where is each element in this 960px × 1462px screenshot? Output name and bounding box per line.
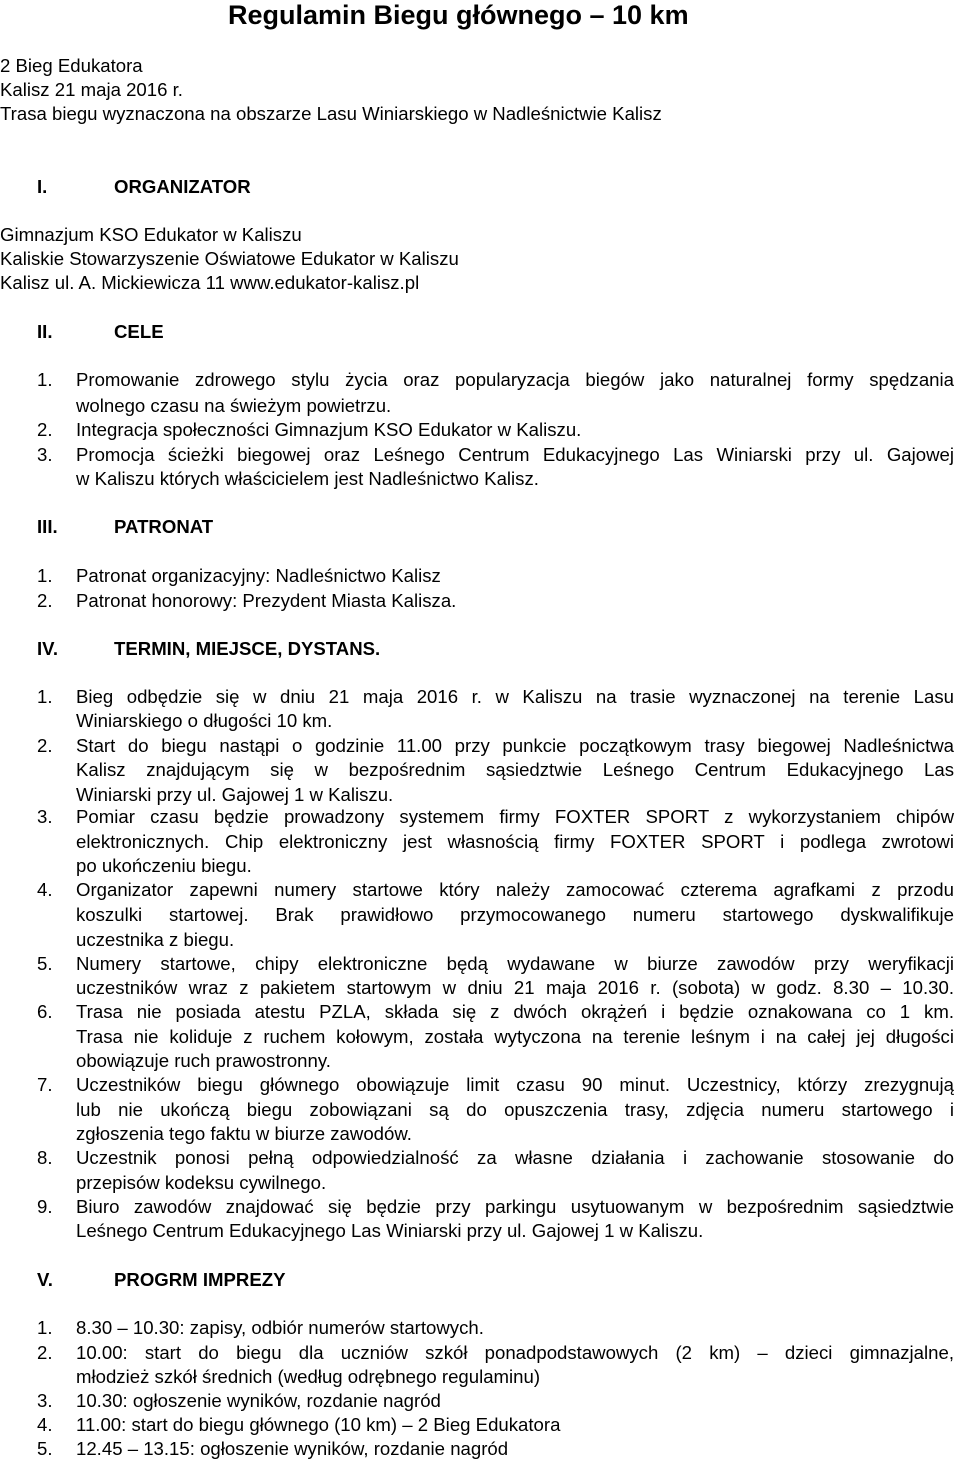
organizer-line: Kaliskie Stowarzyszenie Oświatowe Edukator w Kaliszu — [0, 248, 459, 269]
list-item-line: w Kaliszu których właścicielem jest Nadleśnictwo Kalisz. — [76, 468, 539, 489]
list-item-line: elektronicznych. Chip elektroniczny jest własnością firmy FOXTER SPORT i podlega zwrotowi — [76, 831, 954, 852]
header-line: Trasa biegu wyznaczona na obszarze Lasu Winiarskiego w Nadleśnictwie Kalisz — [0, 103, 662, 124]
organizer-line: Kalisz ul. A. Mickiewicza 11 www.edukator-kalisz.pl — [0, 272, 420, 293]
list-item-line: Biuro zawodów znajdować się będzie przy parkingu usytuowanym w bezpośrednim sąsiedztwie — [76, 1196, 954, 1217]
list-item-line: uczestników wraz z pakietem startowym w dniu 21 maja 2016 r. (sobota) w godz. 8.30 – 10.30. — [76, 977, 954, 998]
list-item-line: Promocja ścieżki biegowej oraz Leśnego Centrum Edukacyjnego Las Winiarski przy ul. Gajowej — [76, 444, 954, 465]
section-number: III. — [37, 516, 58, 537]
list-item-line: Integracja społeczności Gimnazjum KSO Edukator w Kaliszu. — [76, 419, 582, 440]
list-item-line: Kalisz znajdującym się w bezpośrednim sąsiedztwie Leśnego Centrum Edukacyjnego Las — [76, 759, 954, 780]
list-item-line: Promowanie zdrowego stylu życia oraz popularyzacja biegów jako naturalnej formy spędzania — [76, 369, 954, 390]
list-item-line: Numery startowe, chipy elektroniczne będą wydawane w biurze zawodów przy weryfikacji — [76, 953, 954, 974]
section-heading: ORGANIZATOR — [114, 176, 251, 197]
list-item-line: Trasa nie koliduje z ruchem kołowym, została wytyczona na terenie leśnym i na całej jej długości — [76, 1026, 954, 1047]
list-item-line: Leśnego Centrum Edukacyjnego Las Winiarski przy ul. Gajowej 1 w Kaliszu. — [76, 1220, 704, 1241]
list-number: 3. — [37, 444, 53, 465]
list-item-line: młodzież szkół średnich (według odrębnego regulaminu) — [76, 1366, 541, 1387]
list-item-line: po ukończeniu biegu. — [76, 855, 252, 876]
list-number: 3. — [37, 1390, 53, 1411]
list-number: 1. — [37, 565, 53, 586]
list-item-line: 8.30 – 10.30: zapisy, odbiór numerów startowych. — [76, 1317, 484, 1338]
section-number: I. — [37, 176, 48, 197]
list-number: 7. — [37, 1074, 53, 1095]
header-line: 2 Bieg Edukatora — [0, 55, 143, 76]
section-number: IV. — [37, 638, 59, 659]
section-heading: PROGRM IMPREZY — [114, 1269, 286, 1290]
list-item-line: zgłoszenia tego faktu w biurze zawodów. — [76, 1123, 412, 1144]
list-item-line: uczestnika z biegu. — [76, 929, 235, 950]
section-number: II. — [37, 321, 53, 342]
list-number: 4. — [37, 879, 53, 900]
list-number: 1. — [37, 1317, 53, 1338]
list-item-line: Trasa nie posiada atestu PZLA, składa się z dwóch okrążeń i będzie oznakowana co 1 km. — [76, 1001, 954, 1022]
section-heading: TERMIN, MIEJSCE, DYSTANS. — [114, 638, 381, 659]
list-number: 2. — [37, 419, 53, 440]
list-item-line: obowiązuje ruch prawostronny. — [76, 1050, 331, 1071]
list-number: 5. — [37, 953, 53, 974]
list-item-line: 12.45 – 13.15: ogłoszenie wyników, rozdanie nagród — [76, 1438, 509, 1459]
list-number: 6. — [37, 1001, 53, 1022]
list-item-line: przepisów kodeksu cywilnego. — [76, 1172, 327, 1193]
section-number: V. — [37, 1269, 53, 1290]
list-number: 2. — [37, 1342, 53, 1363]
list-item-line: Winiarski przy ul. Gajowej 1 w Kaliszu. — [76, 784, 394, 805]
list-number: 3. — [37, 806, 53, 827]
document-title: Regulamin Biegu głównego – 10 km — [228, 0, 689, 30]
list-item-line: 11.00: start do biegu głównego (10 km) – 2 Bieg Edukatora — [76, 1414, 561, 1435]
list-item-line: Winiarskiego o długości 10 km. — [76, 710, 333, 731]
list-item-line: Uczestników biegu głównego obowiązuje limit czasu 90 minut. Uczestnicy, którzy zrezygnują — [76, 1074, 954, 1095]
list-item-line: Organizator zapewni numery startowe który należy zamocować czterema agrafkami z przodu — [76, 879, 954, 900]
list-item-line: Uczestnik ponosi pełną odpowiedzialność za własne działania i zachowanie stosowanie do — [76, 1147, 954, 1168]
list-number: 4. — [37, 1414, 53, 1435]
list-item-line: Start do biegu nastąpi o godzinie 11.00 przy punkcie początkowym trasy biegowej Nadleśnictwa — [76, 735, 954, 756]
list-number: 2. — [37, 735, 53, 756]
list-item-line: 10.30: ogłoszenie wyników, rozdanie nagród — [76, 1390, 441, 1411]
list-item-line: koszulki startowej. Brak prawidłowo przymocowanego numeru startowego dyskwalifikuje — [76, 904, 954, 925]
list-item-line: lub nie ukończą biegu zobowiązani są do opuszczenia trasy, zdjęcia numeru startowego i — [76, 1099, 954, 1120]
organizer-line: Gimnazjum KSO Edukator w Kaliszu — [0, 224, 302, 245]
section-heading: CELE — [114, 321, 164, 342]
list-number: 1. — [37, 686, 53, 707]
list-number: 8. — [37, 1147, 53, 1168]
list-number: 1. — [37, 369, 53, 390]
list-number: 2. — [37, 590, 53, 611]
header-line: Kalisz 21 maja 2016 r. — [0, 79, 183, 100]
list-number: 9. — [37, 1196, 53, 1217]
section-heading: PATRONAT — [114, 516, 214, 537]
list-item-line: Patronat honorowy: Prezydent Miasta Kalisza. — [76, 590, 457, 611]
list-item-line: Patronat organizacyjny: Nadleśnictwo Kalisz — [76, 565, 441, 586]
list-number: 5. — [37, 1438, 53, 1459]
list-item-line: wolnego czasu na świeżym powietrzu. — [76, 395, 392, 416]
list-item-line: Bieg odbędzie się w dniu 21 maja 2016 r. w Kaliszu na trasie wyznaczonej na terenie Lasu — [76, 686, 954, 707]
list-item-line: 10.00: start do biegu dla uczniów szkół ponadpodstawowych (2 km) – dzieci gimnazjalne, — [76, 1342, 954, 1363]
list-item-line: Pomiar czasu będzie prowadzony systemem firmy FOXTER SPORT z wykorzystaniem chipów — [76, 806, 954, 827]
